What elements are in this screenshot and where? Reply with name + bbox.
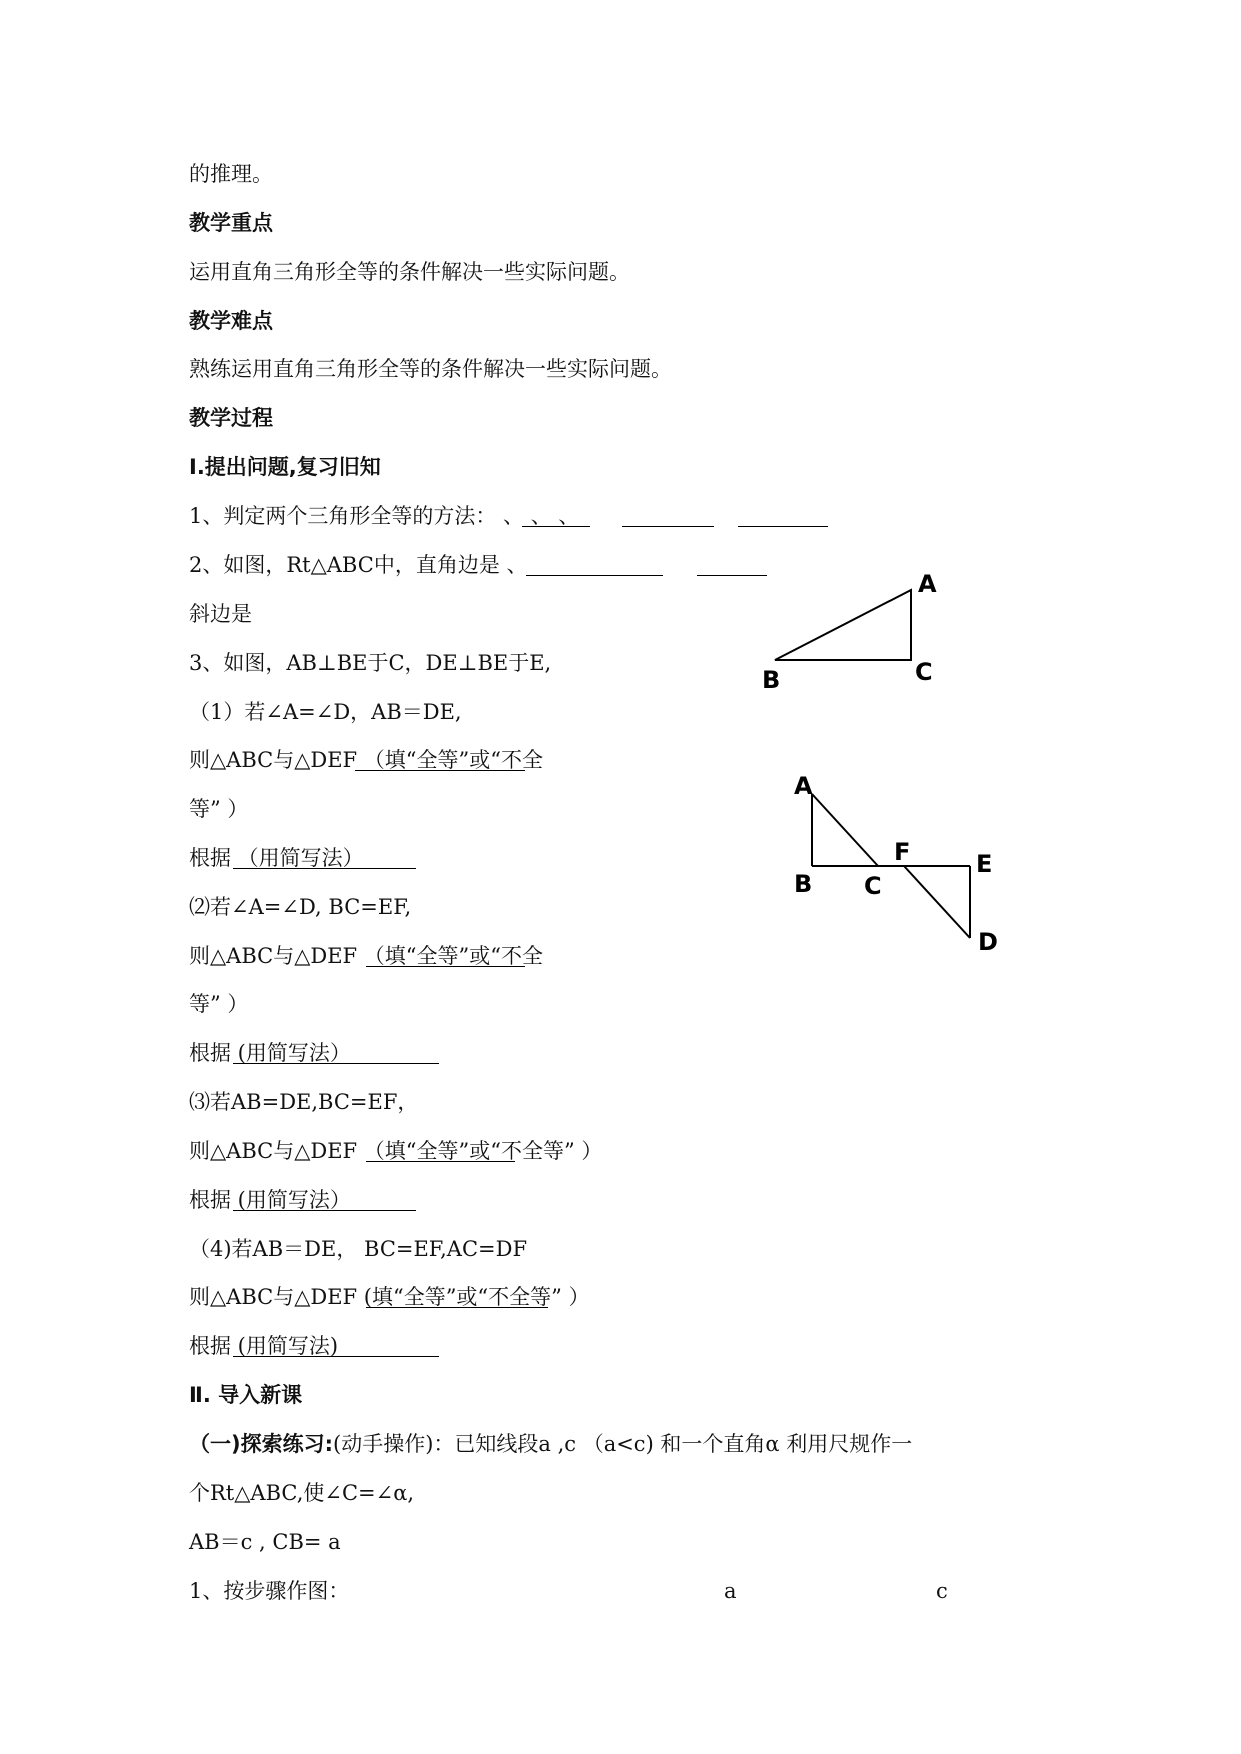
vertex-label-c: C (915, 658, 933, 686)
answer-blank (366, 966, 525, 967)
text-line: 个Rt△ABC,使∠C=∠α, (189, 1481, 415, 1505)
answer-blank (233, 1210, 416, 1211)
text-line: 根据 (用简写法） (189, 1188, 351, 1212)
section-heading-2: Ⅱ. 导入新课 (189, 1383, 303, 1407)
text-line: 则△ABC与△DEF (填“全等”或“不全等” ） (189, 1285, 590, 1309)
answer-blank (233, 1063, 439, 1064)
sub-question-3: ⑶若AB=DE,BC=EF， (189, 1090, 419, 1114)
exploration-label: （一)探索练习: (189, 1432, 333, 1456)
text-line: 根据 (用简写法） (189, 1041, 351, 1065)
answer-blank (366, 1307, 548, 1308)
answer-blank (355, 770, 525, 771)
answer-blank (233, 868, 416, 869)
question-1: 1、判定两个三角形全等的方法： 、 、 、 (189, 504, 580, 528)
vertex-label-b: B (794, 870, 813, 898)
vertex-label-b: B (762, 666, 781, 694)
vertex-label-a: A (794, 772, 813, 800)
figure-right-triangle (760, 568, 950, 704)
segment-label-a: a (724, 1579, 737, 1603)
exploration-text: (动手操作)：已知线段a ,c （a<c) 和一个直角α 利用尺规作一 (333, 1432, 913, 1456)
segment-label-c: c (936, 1579, 948, 1603)
figure-two-triangles (780, 768, 1010, 968)
text-line: AB＝c , CB= a (189, 1530, 341, 1554)
segment-fd (904, 866, 970, 938)
vertex-label-f: F (894, 838, 911, 866)
answer-blank (622, 526, 714, 527)
heading-key-point: 教学重点 (189, 211, 273, 235)
text-line: 根据 （用简写法） (189, 846, 364, 870)
text-line: 根据 (用简写法) (189, 1334, 339, 1358)
triangle-abc (775, 590, 911, 660)
answer-blank (738, 526, 828, 527)
vertex-label-e: E (976, 850, 993, 878)
answer-blank (697, 575, 767, 576)
text-line: 等” ） (189, 992, 249, 1016)
text-line: 的推理。 (189, 162, 273, 186)
exploration-line (189, 1430, 912, 1458)
vertex-label-c: C (864, 872, 882, 900)
answer-blank (366, 1161, 515, 1162)
vertex-label-d: D (978, 928, 998, 956)
segment-ac (812, 794, 878, 866)
sub-question-4: （4)若AB＝DE， BC=EF,AC=DF (189, 1237, 528, 1261)
sub-question-2: ⑵若∠A=∠D, BC=EF, (189, 895, 412, 919)
text-line: 熟练运用直角三角形全等的条件解决一些实际问题。 (189, 357, 672, 381)
heading-difficult-point: 教学难点 (189, 309, 273, 333)
text-line: 等” ） (189, 797, 249, 821)
text-line: 则△ABC与△DEF （填“全等”或“不全 (189, 944, 543, 968)
text-line: 则△ABC与△DEF （填“全等”或“不全等” ） (189, 1139, 603, 1163)
question-3: 3、如图，AB⊥BE于C，DE⊥BE于E, (189, 651, 552, 675)
text-line: 则△ABC与△DEF （填“全等”或“不全 (189, 748, 543, 772)
question-2: 2、如图，Rt△ABC中，直角边是 、 (189, 553, 528, 577)
step-line: 1、按步骤作图： (189, 1579, 350, 1603)
section-heading-1: Ⅰ.提出问题,复习旧知 (189, 455, 381, 479)
heading-process: 教学过程 (189, 406, 273, 430)
text-line: 运用直角三角形全等的条件解决一些实际问题。 (189, 260, 630, 284)
sub-question-1: （1）若∠A=∠D，AB＝DE, (189, 700, 462, 724)
text-line: 斜边是 (189, 602, 252, 626)
answer-blank (522, 526, 590, 527)
answer-blank (233, 1356, 439, 1357)
vertex-label-a: A (918, 570, 937, 598)
answer-blank (526, 575, 663, 576)
